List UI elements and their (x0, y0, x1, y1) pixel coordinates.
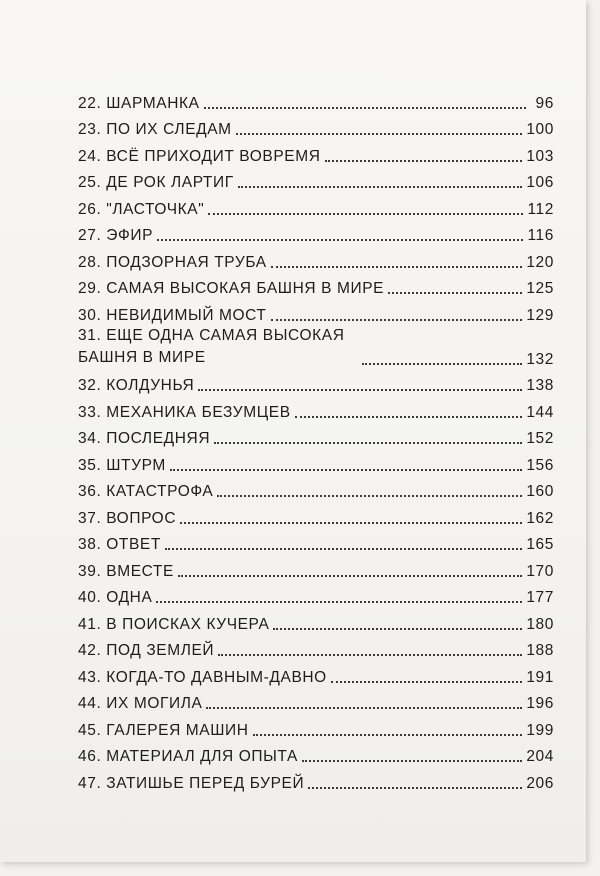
toc-entry (78, 448, 554, 475)
dot-leader (178, 574, 522, 577)
toc-entry-page: 96 (535, 94, 554, 112)
toc-entry-page: 152 (526, 430, 554, 447)
toc-entry-page: 120 (526, 253, 554, 271)
dot-leader (156, 600, 522, 603)
toc-entry (78, 219, 554, 246)
toc-entry (78, 713, 554, 740)
toc-entry-page: 188 (526, 642, 554, 659)
toc-entry (78, 607, 554, 634)
toc-entry (78, 192, 554, 219)
toc-entry-page: 125 (526, 280, 554, 297)
toc-entry (78, 422, 554, 449)
toc-entry (78, 139, 554, 166)
toc-entry (78, 325, 554, 369)
toc-entry (78, 245, 554, 272)
toc-entry-title: 29. САМАЯ ВЫСОКАЯ БАШНЯ В МИРЕ (78, 280, 385, 297)
toc-entry-title: 24. ВСЁ ПРИХОДИТ ВОВРЕМЯ (78, 147, 321, 165)
dot-leader (271, 318, 523, 321)
dot-leader (218, 653, 522, 656)
dot-leader (238, 185, 523, 188)
toc-entry (78, 369, 554, 396)
dot-leader (273, 627, 522, 630)
toc-entry-title: 33. МЕХАНИКА БЕЗУМЦЕВ (78, 403, 291, 421)
toc-entry-title: 45. ГАЛЕРЕЯ МАШИН (78, 721, 249, 739)
toc-entry (78, 581, 554, 608)
dot-leader (325, 159, 523, 162)
toc-entry (78, 272, 554, 299)
toc-entry (78, 687, 554, 714)
dot-leader (180, 521, 522, 524)
toc-entry-page: 100 (526, 121, 554, 138)
toc-entry-title: 26. "ЛАСТОЧКА" (78, 200, 205, 218)
dot-leader (206, 706, 522, 709)
toc-entry-title: 32. КОЛДУНЬЯ (78, 377, 195, 394)
toc-entry-page: 165 (526, 536, 554, 553)
toc-entry (78, 554, 554, 581)
table-of-contents (78, 86, 554, 793)
toc-entry (78, 766, 554, 793)
toc-entry-page: 138 (526, 377, 554, 394)
toc-entry-title: 38. ОТВЕТ (78, 536, 161, 553)
toc-entry-page: 196 (526, 695, 554, 712)
dot-leader (295, 415, 523, 418)
dot-leader (157, 238, 523, 241)
toc-entry-page: 204 (526, 748, 554, 765)
dot-leader (217, 494, 522, 497)
toc-entry-title: 27. ЭФИР (78, 227, 154, 244)
toc-entry-page: 160 (526, 483, 554, 500)
toc-entry (78, 528, 554, 555)
toc-entry-title: 47. ЗАТИШЬЕ ПЕРЕД БУРЕЙ (78, 774, 305, 792)
toc-entry-title: 28. ПОДЗОРНАЯ ТРУБА (78, 253, 267, 271)
dot-leader (170, 468, 522, 471)
toc-entry-title: 36. КАТАСТРОФА (78, 483, 214, 500)
dot-leader (308, 786, 522, 789)
toc-entry-page: 156 (526, 456, 554, 474)
dot-leader (388, 291, 522, 294)
dot-leader (214, 441, 522, 444)
toc-entry-title: 40. ОДНА (78, 589, 153, 606)
toc-entry (78, 740, 554, 767)
toc-entry-page: 112 (527, 200, 554, 218)
toc-entry-page: 177 (526, 589, 554, 606)
dot-leader (236, 132, 523, 135)
toc-entry-title: 34. ПОСЛЕДНЯЯ (78, 430, 211, 447)
toc-entry-title: 39. ВМЕСТЕ (78, 562, 174, 580)
toc-entry-page: 116 (527, 227, 554, 244)
toc-entry (78, 475, 554, 502)
toc-entry-title: 44. ИХ МОГИЛА (78, 695, 203, 712)
toc-entry-title: 22. ШАРМАНКА (78, 94, 200, 112)
toc-entry (78, 166, 554, 193)
toc-entry-title: 42. ПОД ЗЕМЛЕЙ (78, 642, 215, 659)
toc-entry-page: 106 (526, 174, 554, 191)
dot-leader (165, 547, 522, 550)
toc-entry-title: 30. НЕВИДИМЫЙ МОСТ (78, 306, 267, 324)
dot-leader (362, 362, 522, 365)
toc-entry-title: 25. ДЕ РОК ЛАРТИГ (78, 174, 234, 191)
toc-entry (78, 298, 554, 325)
toc-entry-page: 103 (526, 147, 554, 165)
toc-entry (78, 86, 554, 113)
toc-entry-page: 129 (526, 306, 554, 324)
toc-entry-page: 144 (526, 403, 554, 421)
toc-entry-title: 37. ВОПРОС (78, 509, 177, 527)
dot-leader (302, 759, 522, 762)
toc-entry-title: 46. МАТЕРИАЛ ДЛЯ ОПЫТА (78, 748, 298, 765)
toc-entry-title: 41. В ПОИСКАХ КУЧЕРА (78, 615, 270, 633)
toc-entry-title: 35. ШТУРМ (78, 456, 166, 474)
dot-leader (331, 680, 522, 683)
toc-entry (78, 395, 554, 422)
toc-entry (78, 634, 554, 661)
toc-entry-page: 180 (526, 615, 554, 633)
toc-entry-title: 43. КОГДА-ТО ДАВНЫМ-ДАВНО (78, 668, 327, 686)
dot-leader (253, 733, 523, 736)
toc-entry-page: 206 (526, 774, 554, 792)
toc-entry-title: 23. ПО ИХ СЛЕДАМ (78, 121, 232, 138)
toc-entry-title: 31. ЕЩЕ ОДНА САМАЯ ВЫСОКАЯ БАШНЯ В МИРЕ (78, 326, 345, 366)
toc-entry-page: 191 (526, 668, 554, 686)
toc-entry-page: 132 (526, 350, 554, 368)
dot-leader (208, 212, 523, 215)
toc-entry-page: 170 (526, 562, 554, 580)
toc-entry (78, 501, 554, 528)
toc-entry-page: 162 (526, 509, 554, 527)
dot-leader (271, 265, 523, 268)
toc-entry (78, 660, 554, 687)
dot-leader (204, 106, 526, 109)
dot-leader (198, 388, 522, 391)
toc-entry-page: 199 (526, 721, 554, 739)
toc-entry (78, 113, 554, 140)
